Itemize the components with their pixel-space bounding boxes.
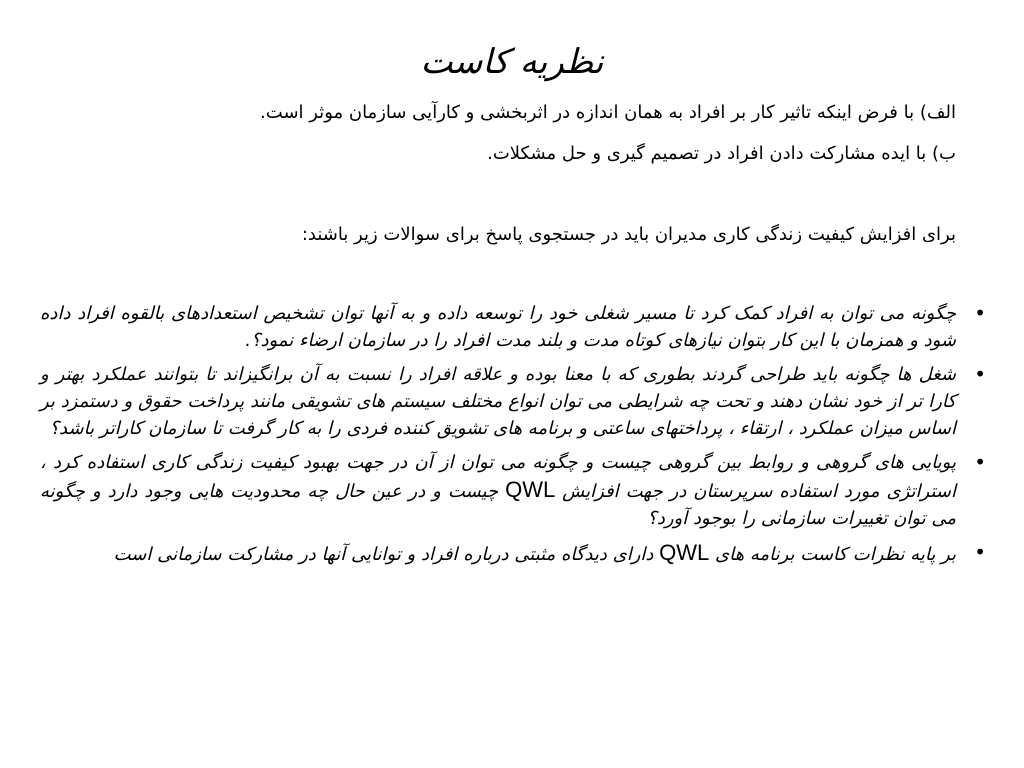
bullet-icon: • [974, 362, 986, 386]
bullet-icon: • [974, 540, 986, 564]
bullet-text: شغل ها چگونه باید طراحی گردند بطوری که با معنا بوده و علاقه افراد را نسبت به آن برانگیزاند تا بتوانند عملکرد بهتر و کارا تر از خود نشان دهند و تحت چه شرایطی می توان انواع مختلف سیستم های تشویقی مانند پرداخت حقوق و دستمزد بر اساس میزان عملکرد ، ارتقاء ، پرداختهای ساعتی و برنامه های تشویق کننده فردی را به کار گرفت تا سازمان کاراتر باشد؟ [40, 364, 956, 439]
intro-question-lead: برای افزایش کیفیت زندگی کاری مدیران باید در جستجوی پاسخ برای سوالات زیر باشند: [301, 224, 956, 245]
bullet-text-part: دارای دیدگاه مثبتی درباره افراد و توانایی آنها در مشارکت سازمانی است [113, 544, 654, 565]
bullet-text-part: پویایی های گروهی و روابط بین گروهی چیست و چگونه می توان از آن در جهت بهبود کیفیت زندگی کاری استفاده کرد ، استراتژی مورد استفاده سرپرستان در جهت افزایش [40, 452, 956, 502]
list-item [40, 539, 986, 568]
bullet-icon: • [974, 301, 986, 325]
list-item [40, 361, 986, 442]
intro-line-a: الف) با فرض اینکه تاثیر کار بر افراد به همان اندازه در اثربخشی و کارآیی سازمان موثر است. [260, 102, 956, 123]
bullet-text-part: چیست و در عین حال چه محدودیت هایی وجود دارد و چگونه می توان تغییرات سازمانی را بوجود آورد؟ [40, 481, 956, 529]
list-item [40, 449, 986, 532]
list-item [40, 300, 986, 354]
bullet-text: چگونه می توان به افراد کمک کرد تا مسیر شغلی خود را توسعه داده و به آنها توان تشخیص استعدادهای بالقوه افراد داده شود و همزمان با این کار بتوان نیازهای کوتاه مدت و بلند مدت افراد را در سازمان ارضاء نمود؟. [40, 303, 956, 351]
question-list [40, 300, 986, 575]
qwl-abbreviation: QWL [659, 540, 710, 565]
qwl-abbreviation: QWL [505, 477, 556, 502]
intro-line-b: ب) با ایده مشارکت دادن افراد در تصمیم گیری و حل مشکلات. [487, 143, 956, 164]
bullet-text-part: بر پایه نظرات کاست برنامه های [715, 544, 956, 565]
slide-title: نظریه کاست [420, 42, 604, 82]
bullet-icon: • [974, 450, 986, 474]
